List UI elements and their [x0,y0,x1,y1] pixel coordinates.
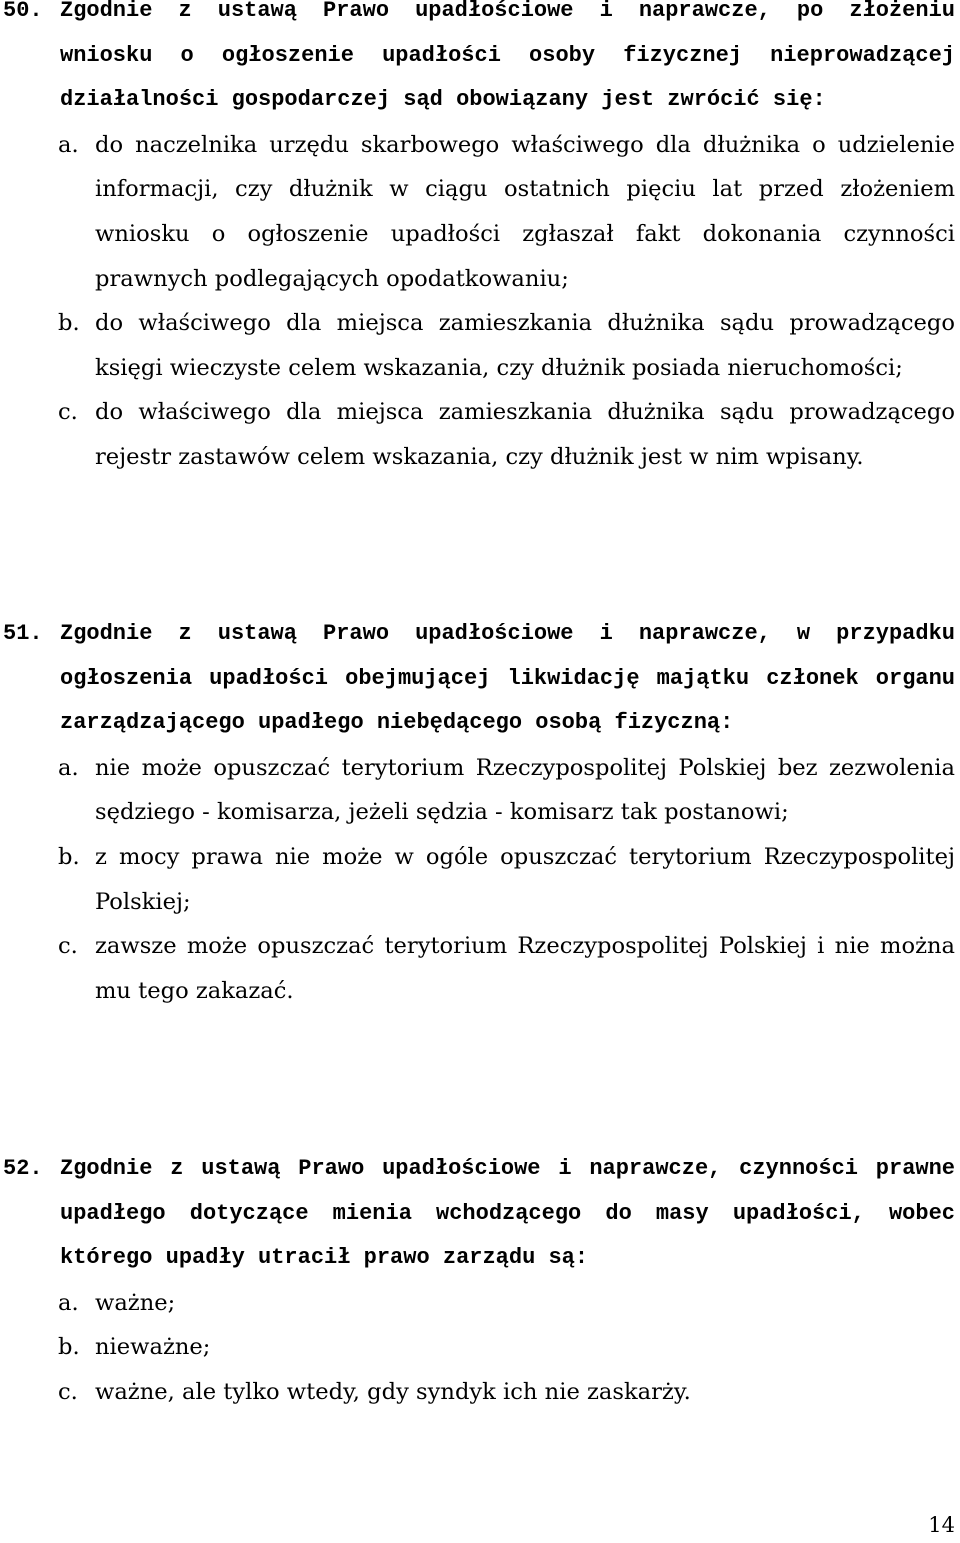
answer-option-c [0,924,960,1013]
answer-letter: a. [58,1289,79,1316]
question-text: Zgodnie z ustawą Prawo upadłościowe i naprawcze, po złożeniu wniosku o ogłoszenie upadłości osoby fizycznej nieprowadzącej działalności gospodarczej sąd obowiązany jest zwrócić się: [60,0,955,113]
answer-list [0,123,960,480]
answer-text: nie może opuszczać terytorium Rzeczypospolitej Polskiej bez zezwolenia sędziego - komisarza, jeżeli sędzia - komisarz tak postanowi; [95,754,955,826]
answer-letter: c. [58,399,78,426]
answer-letter: b. [58,1334,80,1361]
answer-text: z mocy prawa nie może w ogóle opuszczać terytorium Rzeczypospolitej Polskiej; [95,843,955,915]
question-stem [0,1147,960,1281]
answer-text: zawsze może opuszczać terytorium Rzeczypospolitej Polskiej i nie można mu tego zakazać. [95,933,955,1004]
question-text: Zgodnie z ustawą Prawo upadłościowe i naprawcze, w przypadku ogłoszenia upadłości obejmującej likwidację majątku członek organu zarządzającego upadłego niebędącego osobą fizyczną: [60,621,955,736]
answer-letter: c. [58,933,78,960]
answer-option-a [0,746,960,835]
answer-option-b [0,301,960,390]
answer-text: nieważne; [95,1334,211,1361]
question-number: 51. [3,621,43,646]
answer-text: do naczelnika urzędu skarbowego właściwego dla dłużnika o udzielenie informacji, czy dłużnik w ciągu ostatnich pięciu lat przed złożeniem wniosku o ogłoszenie upadłości zgłaszał fakt dokonania czynności prawnych podlegających opodatkowaniu; [95,131,955,292]
question-50 [0,0,960,480]
answer-option-c [0,1370,960,1415]
answer-letter: c. [58,1378,78,1405]
question-stem [0,0,960,123]
answer-letter: a. [58,754,79,781]
question-text: Zgodnie z ustawą Prawo upadłościowe i naprawcze, czynności prawne upadłego dotyczące mienia wchodzącego do masy upadłości, wobec którego upadły utracił prawo zarządu są: [60,1156,955,1271]
answer-option-a [0,123,960,301]
answer-option-c [0,390,960,479]
page-number: 14 [928,1513,955,1537]
answer-text: do właściwego dla miejsca zamieszkania dłużnika sądu prowadzącego rejestr zastawów celem wskazania, czy dłużnik jest w nim wpisany. [95,399,955,470]
answer-letter: b. [58,843,80,870]
answer-option-b [0,835,960,924]
answer-text: ważne, ale tylko wtedy, gdy syndyk ich nie zaskarży. [95,1378,691,1405]
answer-letter: b. [58,310,80,337]
answer-list [0,746,960,1014]
answer-text: do właściwego dla miejsca zamieszkania dłużnika sądu prowadzącego księgi wieczyste celem wskazania, czy dłużnik posiada nieruchomości; [95,310,955,381]
question-stem [0,612,960,746]
answer-option-a [0,1281,960,1326]
answer-letter: a. [58,131,79,158]
question-number: 52. [3,1156,43,1181]
answer-option-b [0,1325,960,1370]
answer-text: ważne; [95,1289,176,1316]
answer-list [0,1281,960,1415]
question-number: 50. [3,0,43,23]
question-52 [0,1147,960,1415]
question-51 [0,612,960,1013]
